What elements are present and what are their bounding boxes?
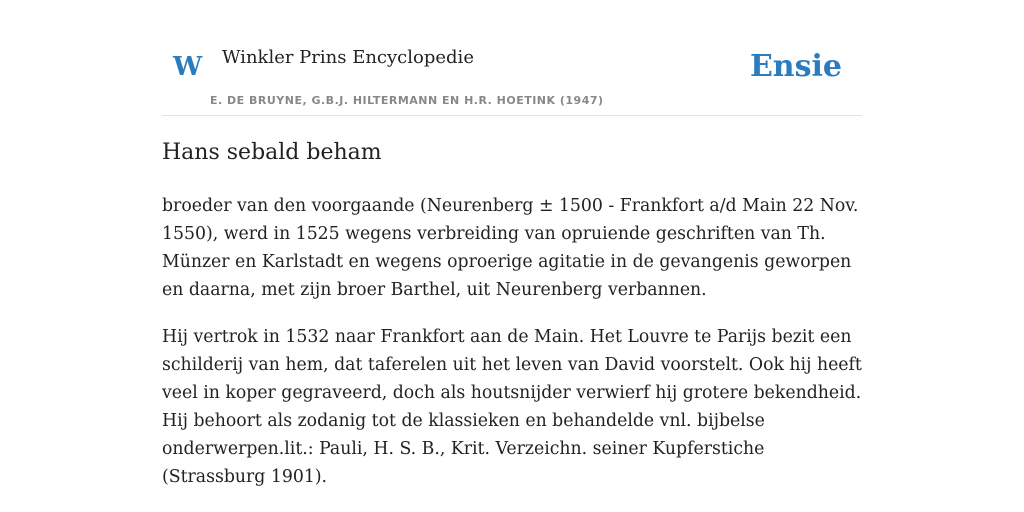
article-paragraph: Hij vertrok in 1532 naar Frankfort aan de Main. Het Louvre te Parijs bezit een schilderij van hem, dat taferelen uit het leven van David voorstelt. Ook hij heeft veel in koper gegraveerd, doch als houtsnijder verwierf hij grotere bekendheid. Hij behoort als zodanig tot de klassieken en behandelde vnl. bijbelse onderwerpen.lit.: Pauli, H. S. B., Krit. Verzeichn. seiner Kupferstiche (Strassburg 1901). xyxy=(162,327,862,487)
winkler-prins-logo[interactable]: W xyxy=(173,52,203,82)
header xyxy=(162,40,862,116)
article-title: Hans sebald beham xyxy=(162,140,382,165)
site-title: Winkler Prins Encyclopedie xyxy=(222,47,474,68)
ensie-logo-link[interactable]: Ensie xyxy=(749,49,842,84)
article-paragraph: broeder van den voorgaande (Neurenberg ± 1500 - Frankfort a/d Main 22 Nov. 1550), werd in 1525 wegens verbreiding van opruiende geschriften van Th. Münzer en Karlstadt en wegens oproerige agitatie in de gevangenis geworpen en daarna, met zijn broer Barthel, uit Neurenberg verbannen. xyxy=(162,196,859,300)
article-body xyxy=(162,192,862,510)
authors-line: E. DE BRUYNE, G.B.J. HILTERMANN EN H.R. HOETINK (1947) xyxy=(210,94,604,107)
